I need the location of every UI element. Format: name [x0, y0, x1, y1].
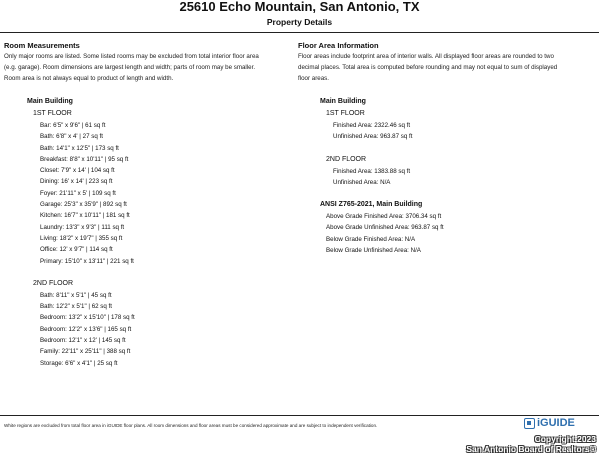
room-row: Kitchen: 16'7" x 10'11" | 181 sq ft [40, 212, 130, 220]
room-row: Family: 22'11" x 25'11" | 388 sq ft [40, 348, 131, 356]
property-address-title: 25610 Echo Mountain, San Antonio, TX [179, 0, 420, 14]
area-row: Finished Area: 1383.88 sq ft [333, 167, 411, 175]
room-list [27, 96, 135, 369]
note-line: Only major rooms are listed. Some listed rooms may be excluded from total interior floor area [4, 53, 259, 60]
copyright-watermark [466, 434, 596, 454]
room-row: Living: 18'2" x 19'7" | 355 sq ft [40, 234, 123, 242]
room-row: Bath: 8'11" x 5'1" | 45 sq ft [40, 291, 112, 299]
area-row: Finished Area: 2322.46 sq ft [333, 122, 411, 129]
room-row: Bedroom: 12'1" x 12' | 145 sq ft [40, 337, 126, 345]
footer-divider [0, 415, 599, 416]
room-row: Breakfast: 8'8" x 10'11" | 95 sq ft [40, 155, 129, 163]
area-row: Unfinished Area: N/A [333, 178, 391, 186]
note-line: (e.g. garage). Room dimensions are largest length and width; parts of room may be smaller. [4, 64, 256, 71]
iguide-logo-text: iGUIDE [537, 417, 575, 429]
note-line: Floor areas include footprint area of interior walls. All displayed floor areas are rounded to two [298, 53, 554, 60]
page-subtitle: Property Details [266, 17, 333, 27]
room-row: Storage: 6'6" x 4'1" | 25 sq ft [40, 359, 118, 367]
spacer [27, 267, 135, 278]
note-line: floor areas. [298, 75, 329, 82]
footer-disclaimer: White regions are excluded from total floor area in iGUIDE floor plans. All room dimensions and floor areas must be considered approximate and are subject to independent verification. [4, 423, 378, 428]
room-row: Bar: 6'5" x 9'6" | 61 sq ft [40, 122, 106, 129]
ansi-row: Below Grade Unfinished Area: N/A [326, 247, 421, 255]
room-row: Closet: 7'9" x 14' | 104 sq ft [40, 167, 115, 175]
iguide-logo [524, 417, 575, 429]
room-measurements-note [4, 51, 259, 84]
room-row: Bath: 6'8" x 4' | 27 sq ft [40, 133, 103, 141]
floor-label-1st: 1ST FLOOR [33, 110, 72, 117]
spacer [320, 143, 444, 154]
building-label: Main Building [27, 98, 73, 105]
room-row: Laundry: 13'3" x 9'3" | 111 sq ft [40, 223, 125, 231]
copyright-line: San Antonio Board of Realtors® [466, 444, 596, 454]
ansi-heading: ANSI Z765-2021, Main Building [320, 201, 423, 209]
room-row: Dining: 16' x 14' | 223 sq ft [40, 178, 113, 186]
building-label: Main Building [320, 98, 366, 105]
note-line: Room area is not always equal to product of length and width. [4, 75, 174, 82]
room-row: Bath: 14'1" x 12'5" | 173 sq ft [40, 144, 119, 152]
copyright-line: Copyright 2023 [534, 434, 596, 444]
room-row: Bedroom: 13'2" x 15'10" | 178 sq ft [40, 314, 135, 322]
spacer [320, 188, 444, 199]
header-divider [0, 32, 599, 33]
room-measurements-heading: Room Measurements [4, 41, 80, 50]
floor-area-list [320, 96, 444, 256]
room-row: Bath: 12'2" x 5'1" | 62 sq ft [40, 303, 112, 311]
iguide-logo-icon [524, 418, 535, 429]
ansi-row: Below Grade Finished Area: N/A [326, 235, 416, 243]
room-row: Bedroom: 12'2" x 13'6" | 165 sq ft [40, 325, 132, 333]
room-row: Primary: 15'10" x 13'11" | 221 sq ft [40, 257, 134, 265]
floor-area-info-note [298, 51, 557, 84]
area-row: Unfinished Area: 963.87 sq ft [333, 133, 413, 141]
room-row: Foyer: 21'11" x 5' | 109 sq ft [40, 189, 116, 197]
floor-label-2nd: 2ND FLOOR [33, 279, 74, 287]
floor-label-2nd: 2ND FLOOR [326, 155, 367, 163]
room-row: Office: 12' x 9'7" | 114 sq ft [40, 246, 113, 254]
ansi-row: Above Grade Finished Area: 3706.34 sq ft [326, 213, 442, 221]
room-row: Garage: 25'3" x 35'9" | 892 sq ft [40, 201, 127, 209]
ansi-row: Above Grade Unfinished Area: 963.87 sq ft [326, 224, 444, 232]
floor-label-1st: 1ST FLOOR [326, 110, 365, 117]
floor-area-info-heading: Floor Area Information [298, 41, 379, 50]
note-line: decimal places. Total area is computed before rounding and may not equal to sum of displayed [298, 64, 558, 71]
